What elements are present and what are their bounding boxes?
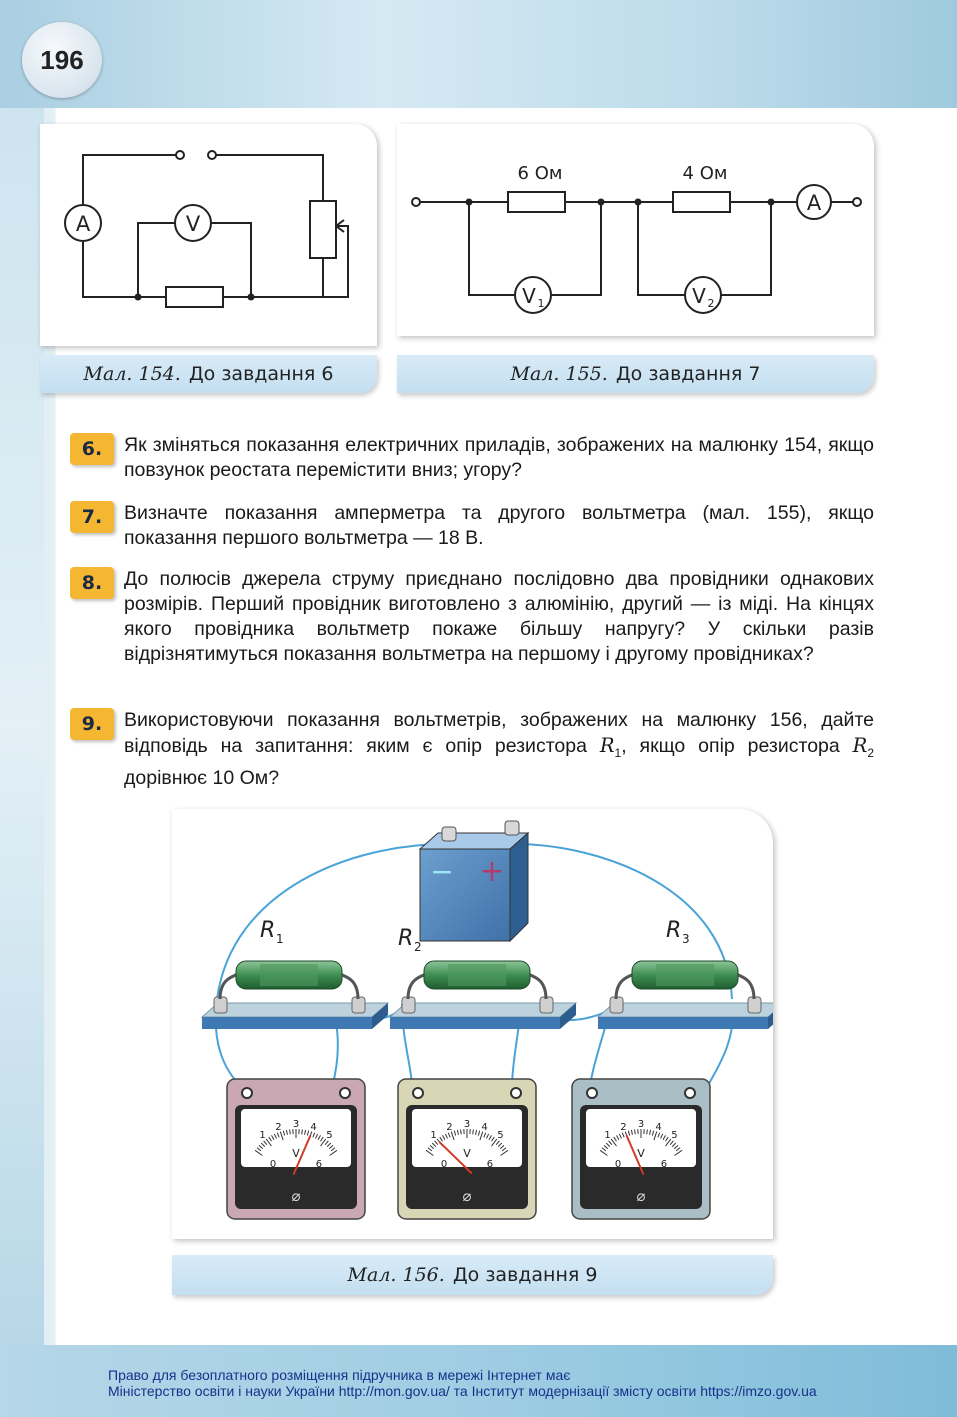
junction-dot (598, 199, 605, 206)
figure-156-caption (172, 1255, 773, 1295)
resistor-symbol-r1: R (599, 734, 615, 757)
meter-scale-label: 1 (604, 1130, 611, 1142)
resistor-4-ohm-label: 4 Ом (682, 163, 728, 184)
task-text: Визначте показання амперметра та другого вольтметра (мал. 155), якщо показання першого вольтметра — 18 В. (124, 502, 874, 549)
meter-scale-label: 2 (446, 1121, 453, 1133)
meter-scale-label: 4 (655, 1121, 662, 1133)
meter-zero-adjust: ⌀ (291, 1187, 301, 1205)
meter-terminal (340, 1088, 350, 1098)
meter-zero-adjust: ⌀ (636, 1187, 646, 1205)
voltmeter-3 (572, 1079, 710, 1219)
meter-scale-label: 5 (671, 1130, 678, 1142)
voltmeter-2-subscript: 2 (707, 297, 715, 310)
side-band (0, 108, 44, 1348)
meter-scale-label: 2 (620, 1121, 627, 1133)
meter-scale-label: 2 (275, 1121, 282, 1133)
resistor-subscript: 1 (614, 745, 622, 760)
switch-contact (208, 151, 216, 159)
task-number: 7. (70, 501, 114, 533)
task-text-part: дорівнює 10 Ом? (124, 766, 280, 789)
meter-terminal (242, 1088, 252, 1098)
meter-unit: V (292, 1147, 300, 1160)
meter-scale-label: 6 (486, 1158, 494, 1170)
task-text-part: Використовуючи показання вольтметрів, зображених на малюнку 156, дайте відповідь на запитання: яким є опір резистора (124, 709, 874, 757)
resistor-symbol-r2: R (852, 734, 868, 757)
resistor-label-sub: 1 (276, 932, 284, 946)
junction-dot (466, 199, 473, 206)
meter-unit: V (463, 1147, 471, 1160)
junction-dot (635, 199, 642, 206)
figure-156-number: Мал. 156. (347, 1264, 445, 1286)
meter-scale-label: 0 (269, 1158, 277, 1170)
junction-dot (248, 294, 255, 301)
resistor-board (390, 961, 576, 1029)
footer-line-2: Міністерство освіти і науки України http://mon.gov.ua/ та Інститут модернізації змісту освіти https://imzo.gov.ua (108, 1383, 817, 1399)
task-number: 6. (70, 433, 114, 465)
voltmeter-2-label: V (692, 284, 706, 308)
task-number: 9. (70, 708, 114, 740)
meter-scale-label: 4 (481, 1121, 488, 1133)
battery-plus: + (479, 854, 505, 889)
junction-dot (135, 294, 142, 301)
meter-zero-adjust: ⌀ (462, 1187, 472, 1205)
ammeter-label: A (75, 212, 91, 236)
resistor-6-ohm-label: 6 Ом (517, 163, 563, 184)
voltmeter-2 (398, 1079, 536, 1219)
ammeter-label: A (806, 191, 822, 215)
terminal (412, 198, 420, 206)
figure-156-panel (172, 809, 773, 1239)
figure-154-caption (40, 355, 377, 393)
figure-154-circuit (40, 124, 377, 346)
meter-scale-label: 6 (660, 1158, 668, 1170)
resistor-label-r2: R (398, 926, 414, 951)
battery-minus: − (430, 855, 454, 888)
header-band (0, 0, 957, 108)
meter-scale-label: 5 (326, 1130, 333, 1142)
meter-scale-label: 1 (259, 1130, 266, 1142)
figure-155-title: До завдання 7 (615, 363, 761, 385)
figure-154-number: Мал. 154. (83, 363, 181, 385)
meter-scale-label: 6 (315, 1158, 323, 1170)
resistor-subscript: 2 (867, 745, 874, 760)
voltmeter-label: V (185, 212, 201, 236)
resistor-board (202, 961, 388, 1029)
meter-scale-label: 3 (463, 1119, 471, 1130)
resistor-symbol (166, 287, 223, 307)
resistor-label-sub: 2 (414, 940, 422, 954)
meter-scale-label: 4 (310, 1121, 317, 1133)
switch-contact (176, 151, 184, 159)
page-number: 196 (22, 22, 102, 98)
figure-156-title: До завдання 9 (452, 1264, 598, 1286)
task-text-part: , якщо опір резистора (621, 735, 853, 757)
task-number: 8. (70, 567, 114, 599)
voltmeter-1-label: V (522, 284, 536, 308)
meter-terminal (511, 1088, 521, 1098)
resistor-label-r1: R (260, 918, 276, 943)
task-text: До полюсів джерела струму приєднано послідовно два провідники однакових розмірів. Перший провідник виготовлено з алюмінію, другий — із міді. На кінцях якого провідника вольтметр покаже більшу напругу? У скільки разів відрізнятимуться показання вольтметра на першому і другому провідниках? (124, 568, 874, 665)
resistor-board (598, 961, 773, 1029)
meter-terminal (685, 1088, 695, 1098)
meter-terminal (587, 1088, 597, 1098)
task-text (124, 708, 874, 791)
meter-scale-label: 0 (440, 1158, 448, 1170)
figure-155-panel (397, 124, 874, 336)
voltmeter-1 (227, 1079, 365, 1219)
figure-155-circuit (397, 124, 874, 336)
resistor-6-ohm (508, 192, 565, 212)
voltmeter-1-subscript: 1 (537, 297, 545, 310)
terminal (853, 198, 861, 206)
figure-155-caption (397, 355, 874, 393)
resistor-label-sub: 3 (682, 932, 690, 946)
rheostat-symbol (310, 201, 336, 258)
meter-scale-label: 0 (614, 1158, 622, 1170)
battery (420, 821, 528, 941)
task-text: Як зміняться показання електричних приладів, зображених на малюнку 154, якщо повзунок реостата перемістити вниз; угору? (124, 434, 874, 481)
resistor-label-r3: R (666, 918, 682, 943)
junction-dot (768, 199, 775, 206)
footer-line-1: Право для безоплатного розміщення підручника в мережі Інтернет має (108, 1367, 571, 1383)
figure-155-number: Мал. 155. (510, 363, 608, 385)
footer-notice (108, 1367, 817, 1399)
meter-scale-label: 3 (292, 1119, 300, 1130)
meter-scale-label: 1 (430, 1130, 437, 1142)
meter-terminal (413, 1088, 423, 1098)
figure-156-illustration (172, 809, 773, 1239)
meter-unit: V (637, 1147, 645, 1160)
meter-scale-label: 5 (497, 1130, 504, 1142)
resistor-4-ohm (673, 192, 730, 212)
meter-scale-label: 3 (637, 1119, 645, 1130)
figure-154-panel (40, 124, 377, 346)
figure-154-title: До завдання 6 (188, 363, 334, 385)
